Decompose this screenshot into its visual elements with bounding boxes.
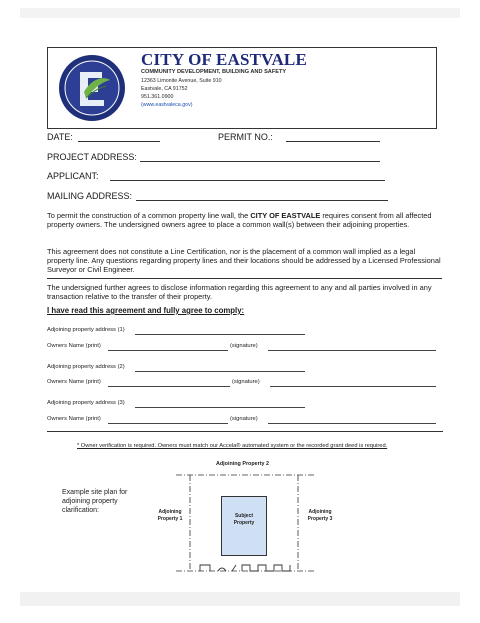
- adjoining-property-1-label: Adjoining Property 1: [157, 509, 183, 522]
- agreement-statement: I have read this agreement and fully agree to comply:: [47, 306, 245, 315]
- applicant-field[interactable]: [110, 180, 385, 181]
- permit-field[interactable]: [286, 141, 380, 142]
- website-link[interactable]: (www.eastvaleca.gov): [141, 102, 193, 108]
- city-seal-logo: [58, 54, 126, 122]
- department-name: COMMUNITY DEVELOPMENT, BUILDING AND SAFETY: [141, 69, 287, 75]
- adjoining-address-3-label: Adjoining property address (3): [47, 400, 125, 406]
- city-title: CITY OF EASTVALE: [141, 50, 308, 69]
- date-label: DATE:: [47, 132, 73, 142]
- adjoining-property-3-label: Adjoining Property 3: [307, 509, 333, 522]
- owner-name-1-field[interactable]: [108, 350, 228, 351]
- owner-name-3-label: Owners Name (print): [47, 416, 101, 422]
- adjoining-address-1-field[interactable]: [135, 334, 305, 335]
- consent-paragraph: To permit the construction of a common property line wall, the CITY OF EASTVALE requires consent from all affected property owners. The undersigned owners agree to place a common wall(s) between their adjoining properties.: [47, 211, 432, 230]
- mailing-address-field[interactable]: [136, 200, 388, 201]
- subject-property-box: [221, 496, 267, 556]
- signature-1-field[interactable]: [268, 350, 436, 351]
- example-site-plan-text: Example site plan for adjoining property clarification:: [62, 489, 128, 514]
- owner-name-1-label: Owners Name (print): [47, 343, 101, 349]
- signature-2-label: (signature): [232, 379, 260, 385]
- subject-property-label: Subject Property: [233, 513, 255, 526]
- adjoining-property-2-label: Adjoining Property 2: [216, 461, 270, 467]
- mailing-address-label: MAILING ADDRESS:: [47, 191, 133, 201]
- phone-number: 951.361.0900: [141, 94, 174, 100]
- project-address-field[interactable]: [140, 161, 380, 162]
- disclosure-paragraph: The undersigned further agrees to disclose information regarding this agreement to any and all parties involved in any transaction relative to the transfer of their property.: [47, 283, 432, 302]
- signature-2-field[interactable]: [270, 386, 436, 387]
- signature-3-label: (signature): [230, 416, 258, 422]
- owner-name-3-field[interactable]: [108, 423, 228, 424]
- permit-label: PERMIT NO.:: [218, 132, 273, 142]
- signature-3-field[interactable]: [268, 423, 436, 424]
- disclaimer-paragraph: This agreement does not constitute a Line Certification, nor is the placement of a common wall implied as a legal property line. Any questions regarding property lines and their locations should be addressed by a Licensed Professional Surveyor or Civil Engineer.: [47, 247, 441, 275]
- city-state-zip: Eastvale, CA 91752: [141, 86, 188, 92]
- adjoining-address-1-label: Adjoining property address (1): [47, 327, 125, 333]
- divider: [47, 278, 442, 279]
- owner-name-2-field[interactable]: [108, 386, 230, 387]
- letterhead: [47, 47, 437, 129]
- owner-name-2-label: Owners Name (print): [47, 379, 101, 385]
- scan-edge-top: [20, 8, 460, 18]
- divider-bottom: [47, 431, 443, 432]
- street-address: 12363 Limonite Avenue, Suite 910: [141, 78, 222, 84]
- adjoining-address-3-field[interactable]: [135, 407, 305, 408]
- adjoining-address-2-label: Adjoining property address (2): [47, 364, 125, 370]
- project-address-label: PROJECT ADDRESS:: [47, 152, 137, 162]
- scan-edge-bottom: [20, 592, 460, 606]
- verification-note: * Owner verification is required. Owners must match our Accela® automated system or the recorded grant deed is required.: [77, 443, 388, 449]
- date-field[interactable]: [78, 141, 160, 142]
- signature-1-label: (signature): [230, 343, 258, 349]
- adjoining-address-2-field[interactable]: [135, 371, 305, 372]
- applicant-label: APPLICANT:: [47, 171, 99, 181]
